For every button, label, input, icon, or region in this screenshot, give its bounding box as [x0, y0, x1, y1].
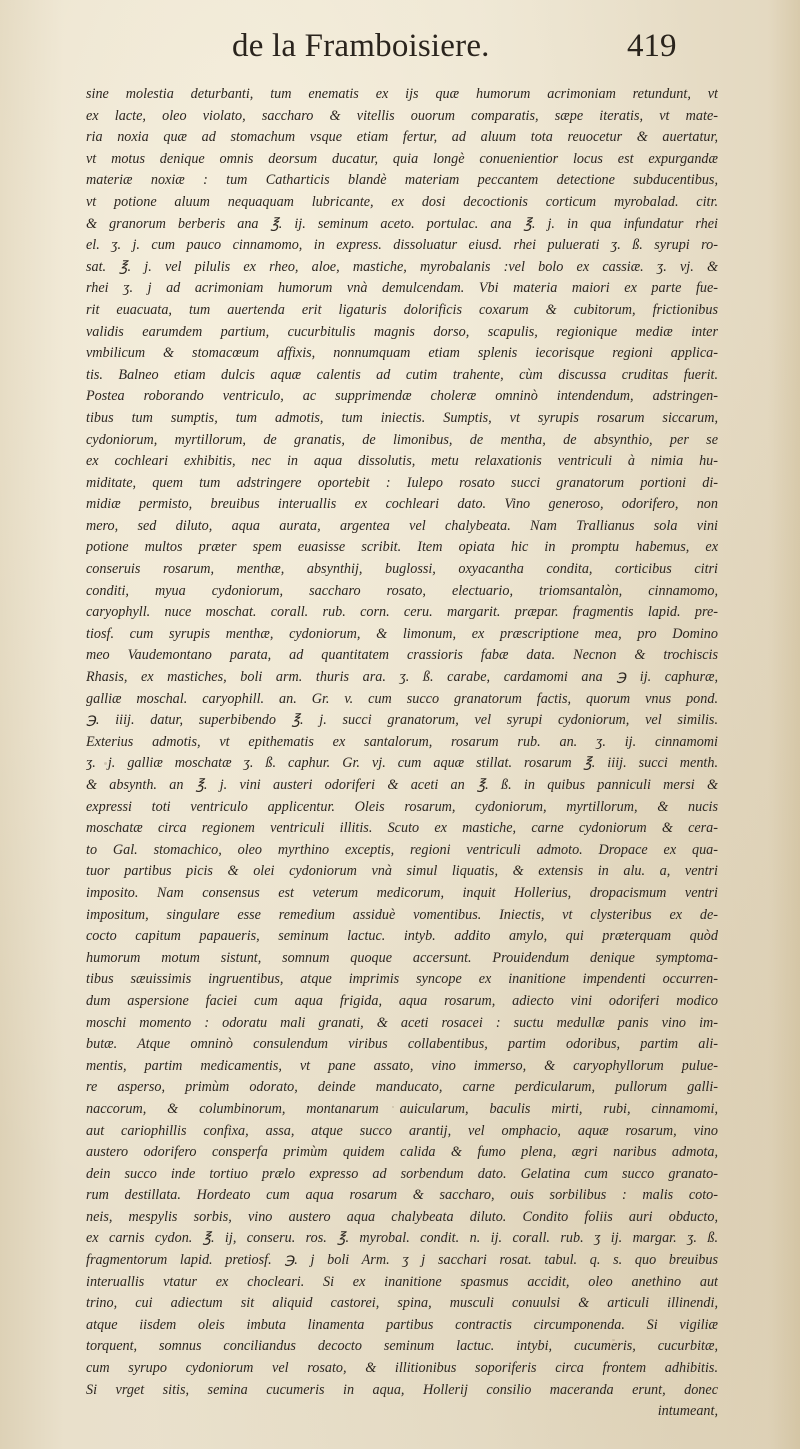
text-line: ʒ. j. galliæ moschatæ ʒ. ß. caphur. Gr. vj. cum aquæ stillat. rosarum ℥. iiij. succi menth. — [86, 755, 718, 772]
text-line: & absynth. an ℥. j. vini austeri odoriferi & aceti an ℥. ß. in quibus panniculi mersi & — [86, 777, 718, 793]
text-line: intumeant, — [657, 1403, 718, 1420]
text-line: vt potione aluum nequaquam lubricante, ex dosi decoctionis corticum myrobalad. citr. — [86, 193, 718, 210]
text-line: re asperso, primùm odorato, deinde manducato, carne perdicularum, pullorum galli- — [86, 1079, 718, 1096]
text-line: interuallis vtatur ex chocleari. Si ex inanitione spasmus accidit, oleo anethino aut — [86, 1273, 718, 1290]
text-line: el. ʒ. j. cum pauco cinnamomo, in express. dissoluatur eiusd. rhei puluerati ʒ. ß. syrupi ro- — [86, 237, 718, 254]
text-line: conditi, myua cydoniorum, saccharo rosato, electuario, triomsantalòn, cinnamomo, — [86, 582, 718, 599]
text-line: mero, sed diluto, aqua aurata, argentea vel chalybeata. Nam Trallianus sola vini — [86, 517, 718, 534]
text-line: vmbilicum & stomacœum affixis, nonnumquam etiam splenis iecorisque regioni applica- — [86, 345, 718, 362]
text-line: tiosf. cum syrupis menthæ, cydoniorum, & limonum, ex præscriptione mea, pro Domino — [86, 625, 718, 642]
text-line: ℈. iiij. datur, superbibendo ℥. j. succi granatorum, vel syrupi cydoniorum, vel similis. — [86, 712, 718, 729]
text-line: midiæ permisto, breuibus interuallis ex cochleari dato. Vino generoso, odorifero, non — [86, 496, 718, 513]
text-line: tibus tum sumptis, tum admotis, tum iniectis. Sumptis, vt syrupis rosarum siccarum, — [86, 409, 718, 426]
text-line: ria noxia quæ ad stomachum vsque etiam fertur, ad aluum tota reuocetur & auertatur, — [86, 129, 718, 146]
text-line: to Gal. stomachico, oleo myrthino exceptis, regioni ventriculi admoto. Dropace ex qua- — [86, 841, 718, 858]
paper-speck — [104, 762, 107, 765]
text-line: austero odorifero consperfa primùm quidem calida & fumo plena, ægri naribus admota, — [86, 1144, 718, 1161]
text-line: neis, mespylis sorbis, vino austero aqua chalybeata diluto. Condito foliis auri obducto, — [86, 1208, 718, 1225]
text-line: fragmentorum lapid. pretiosf. ℈. j boli Arm. ʒ j sacchari rosat. tabul. q. s. quo breuibus — [86, 1252, 718, 1269]
text-line: aut cariophillis confixa, assa, atque succo arantij, vel omphacio, aquæ rosarum, vino — [86, 1122, 718, 1139]
text-line: galliæ moschal. caryophill. an. Gr. v. cum succo granatorum factis, quorum vnus pond. — [86, 690, 718, 707]
text-line: imposito. Nam consensus est veterum medicorum, inquit Hollerius, dropacismum ventri — [86, 884, 718, 901]
text-line: sat. ℥. j. vel pilulis ex rheo, aloe, mastiche, myrobalanis :vel bolo ex cassiæ. ʒ. vj. & — [86, 258, 718, 275]
text-line: caryophyll. nuce moschat. corall. rub. corn. ceru. margarit. præpar. fragmentis lapid. pre- — [86, 604, 718, 621]
text-line: impositum, singulare esse remedium assiduè vomentibus. Iniectis, vt clysteribus ex de- — [86, 906, 718, 923]
paper-speck — [392, 1106, 394, 1108]
text-line: conseruis rosarum, menthæ, absynthij, buglossi, oxyacantha condita, corticibus citri — [86, 561, 718, 578]
text-line: miditate, quem tum adstringere oportebit : Iulepo rosato succi granatorum portioni di- — [86, 474, 718, 491]
text-line: Exterius admotis, vt epithematis ex santalorum, rosarum rub. an. ʒ. ij. cinnamomi — [86, 733, 718, 750]
body-text — [86, 84, 718, 1420]
text-line: tuor partibus picis & olei cydoniorum vnà simul liquatis, & extensis in alu. a, ventri — [86, 863, 718, 880]
text-line: ex lacte, oleo violato, saccharo & vitellis ouorum comparatis, sæpe iteratis, vt mate- — [86, 107, 718, 124]
text-line: potione multos præter spem euasisse scribit. Item opiata hic in promptu habemus, ex — [86, 539, 718, 556]
text-line: moschi momento : odoratu mali granati, & aceti rosacei : suctu medullæ panis vino im- — [86, 1014, 718, 1031]
text-line: cocto capitum papaueris, seminum lactuc. intyb. addito amylo, qui præterquam quòd — [86, 928, 718, 945]
text-line: sine molestia deturbanti, tum enematis ex ijs quæ humorum acrimoniam retundunt, vt — [86, 86, 718, 102]
text-line: tis. Balneo etiam dulcis aquæ calentis ad cutim trahente, cùm discussa cruditas fuerit. — [86, 366, 718, 383]
text-line: humorum motum sistunt, somnum quoque accersunt. Prouidendum denique symptoma- — [86, 949, 718, 966]
text-line: Rhasis, ex mastiches, boli arm. thuris ara. ʒ. ß. carabe, cardamomi ana ℈ ij. caphuræ, — [86, 669, 718, 686]
text-line: dein succo inde tortiuo prælo expresso ad sorbendum dato. Gelatina cum succo granato- — [86, 1165, 718, 1182]
page-header — [0, 28, 800, 78]
text-line: rhei ʒ. j ad acrimoniam humorum vnà demulcendam. Vbi materia maiori ex parte fue- — [86, 280, 718, 297]
text-line: cum syrupo cydoniorum vel rosato, & illitionibus soporiferis circa frontem adhibitis. — [86, 1360, 718, 1377]
text-line: validis earumdem partium, cucurbitulis magnis dorso, scapulis, regionique mediæ inter — [86, 323, 718, 340]
text-line: dum aspersione faciei cum aqua frigida, aqua rosarum, adiecto vini odoriferi modico — [86, 992, 718, 1009]
paper-speck — [612, 1339, 615, 1341]
text-line: rit euacuata, tum auertenda erit ligaturis dolorificis coxarum & cubitorum, frictionibus — [86, 301, 718, 318]
text-line: trino, cui adiectum sit aliquid castorei, spina, musculi conuulsi & articuli illinendi, — [86, 1295, 718, 1312]
text-line: ex cochleari exhibitis, nec in aqua dissolutis, metu relaxationis ventriculi à nimia hu- — [86, 453, 718, 470]
text-line: rum destillata. Hordeato cum aqua rosarum & saccharo, ouis sorbilibus : malis coto- — [86, 1187, 718, 1204]
text-line: torquent, somnus conciliandus decocto seminum lactuc. intybi, cucumeris, cucurbitæ, — [86, 1338, 718, 1355]
text-line: atque iisdem oleis imbuta linamenta partibus contractis circumponenda. Si vigiliæ — [86, 1316, 718, 1333]
text-line: Si vrget sitis, semina cucumeris in aqua, Hollerij consilio maceranda erunt, donec — [86, 1381, 718, 1398]
text-line: expressi toti ventriculo applicentur. Oleis rosarum, cydoniorum, myrtillorum, & nucis — [86, 798, 718, 815]
running-title: de la Framboisiere. — [232, 28, 490, 64]
text-line: naccorum, & columbinorum, montanarum auicularum, baculis mirti, rubi, cinnamomi, — [86, 1100, 718, 1117]
text-line: butæ. Atque omninò consulendum viribus collabentibus, partim odoribus, partim ali- — [86, 1036, 718, 1053]
text-line: & granorum berberis ana ℥. ij. seminum aceto. portulac. ana ℥. j. in qua infundatur rhei — [86, 215, 718, 232]
text-line: materiæ noxiæ : tum Catharticis blandè materiam peccantem detectione subducentibus, — [86, 172, 718, 189]
text-line: ex carnis cydon. ℥. ij, conseru. ros. ℥. myrobal. condit. n. ij. corall. rub. ʒ ij. margar. ʒ. ß. — [86, 1230, 718, 1247]
text-line: mentis, partim medicamentis, vt pane assato, vino immerso, & caryophyllorum pulue- — [86, 1057, 718, 1074]
text-line: Postea roborando ventriculo, ac supprimendæ choleræ omninò intendendum, adstringen- — [86, 388, 718, 405]
text-line: moschatæ circa regionem ventriculi illitis. Scuto ex mastiche, carne cydoniorum & cera- — [86, 820, 718, 837]
text-line: vt motus denique omnis deorsum ducatur, quia longè conuenientior locus est expurgandæ — [86, 150, 718, 167]
text-line: cydoniorum, myrtillorum, de granatis, de limonibus, de mentha, de absynthio, per se — [86, 431, 718, 448]
text-line: meo Vaudemontano parata, ad quantitatem crassioris fabæ data. Necnon & trochiscis — [86, 647, 718, 664]
page-number: 419 — [627, 28, 677, 64]
text-line: tibus sæuissimis ingruentibus, atque imprimis syncope ex inanitione impendenti occurren- — [86, 971, 718, 988]
